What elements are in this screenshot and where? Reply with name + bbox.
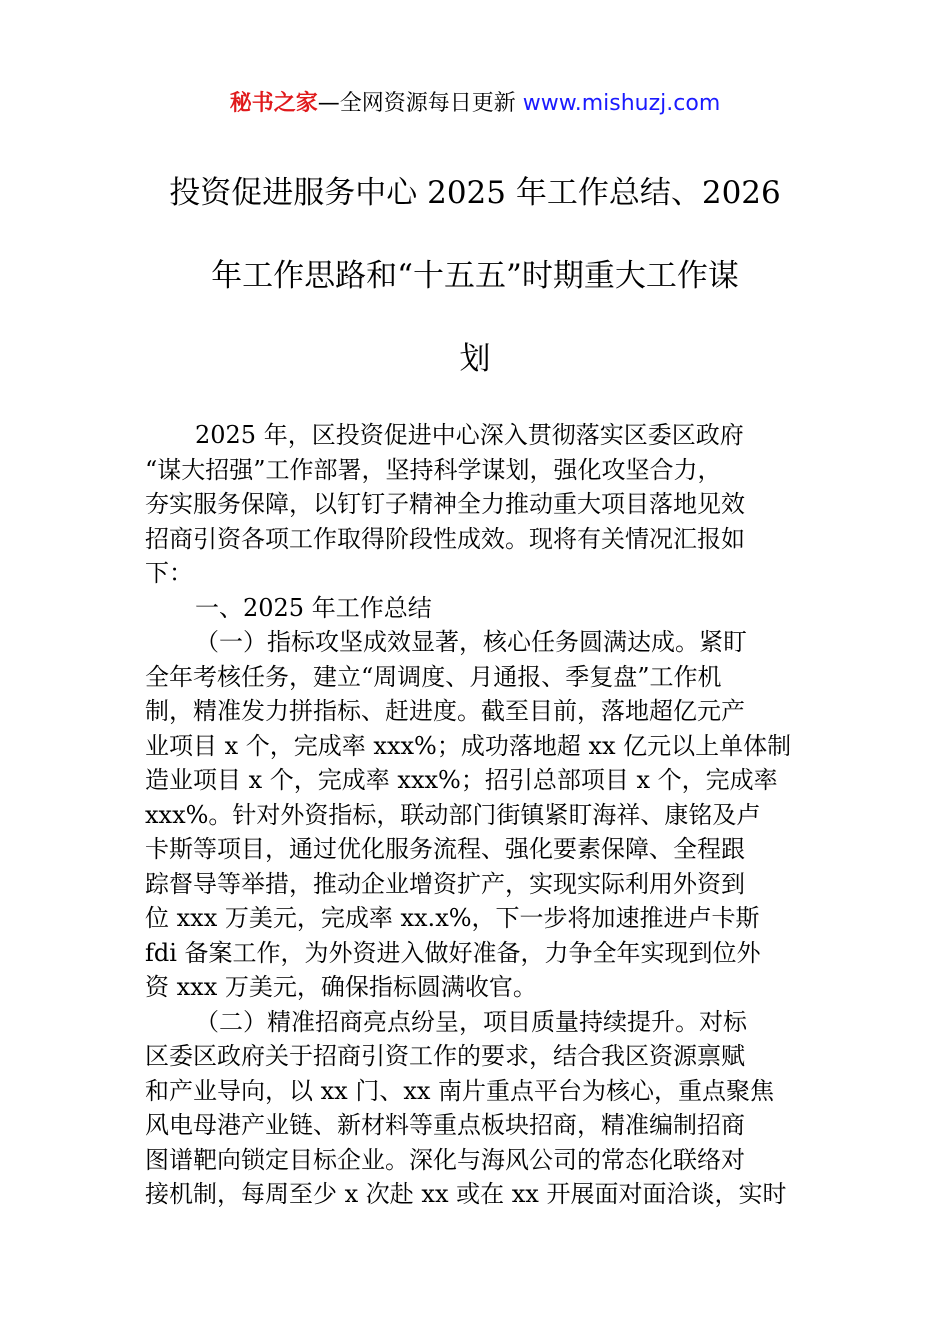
brand-name: 秘书之家: [229, 91, 318, 116]
body-line: 位 xxx 万美元，完成率 xx.x%，下一步将加速推进卢卡斯: [145, 904, 760, 932]
title-line: 划: [459, 341, 491, 377]
body-line: 和产业导向，以 xx 门、xx 南片重点平台为核心，重点聚焦: [145, 1076, 775, 1105]
body-line: 造业项目 x 个，完成率 xxx%；招引总部项目 x 个，完成率: [145, 766, 778, 794]
document-body: [145, 418, 810, 1212]
body-line: fdi 备案工作，为外资进入做好准备，力争全年实现到位外: [145, 938, 761, 967]
body-line: 下：: [145, 559, 193, 587]
site-url-link[interactable]: www.mishuzj.com: [522, 91, 721, 116]
title-line: 年工作思路和“十五五”时期重大工作谋: [211, 258, 739, 294]
body-line: 风电母港产业链、新材料等重点板块招商，精准编制招商: [145, 1111, 745, 1139]
body-line: 卡斯等项目，通过优化服务流程、强化要素保障、全程跟: [145, 835, 745, 863]
body-line: 踪督导等举措，推动企业增资扩产，实现实际利用外资到: [145, 869, 745, 898]
body-line: 夯实服务保障，以钉钉子精神全力推动重大项目落地见效: [145, 490, 745, 518]
title-line: 投资促进服务中心 2025 年工作总结、2026: [169, 175, 781, 211]
body-line: 全年考核任务，建立“周调度、月通报、季复盘”工作机: [145, 662, 722, 691]
body-line: 招商引资各项工作取得阶段性成效。现将有关情况汇报如: [145, 524, 745, 553]
site-header: [0, 86, 950, 122]
body-line: xxx%。针对外资指标，联动部门街镇紧盯海祥、康铭及卢: [145, 800, 761, 829]
site-tagline: —全网资源每日更新: [317, 91, 523, 116]
body-line: 区委区政府关于招商引资工作的要求，结合我区资源禀赋: [145, 1042, 745, 1070]
body-line: （一）指标攻坚成效显著，核心任务圆满达成。紧盯: [195, 628, 747, 656]
body-line: 资 xxx 万美元，确保指标圆满收官。: [145, 973, 537, 1001]
body-line: “谋大招强”工作部署，坚持科学谋划，强化攻坚合力，: [145, 455, 722, 484]
body-line: 接机制，每周至少 x 次赴 xx 或在 xx 开展面对面洽谈，实时: [145, 1180, 787, 1208]
body-line: 制，精准发力拼指标、赶进度。截至目前，落地超亿元产: [145, 697, 745, 725]
body-line: 2025 年，区投资促进中心深入贯彻落实区委区政府: [195, 421, 744, 449]
body-line: 业项目 x 个，完成率 xxx%；成功落地超 xx 亿元以上单体制: [145, 731, 792, 760]
document-title: [140, 152, 810, 401]
body-line: 图谱靶向锁定目标企业。深化与海风公司的常态化联络对: [145, 1145, 745, 1174]
body-line: （二）精准招商亮点纷呈，项目质量持续提升。对标: [195, 1007, 747, 1036]
section-heading: 一、2025 年工作总结: [195, 593, 432, 622]
